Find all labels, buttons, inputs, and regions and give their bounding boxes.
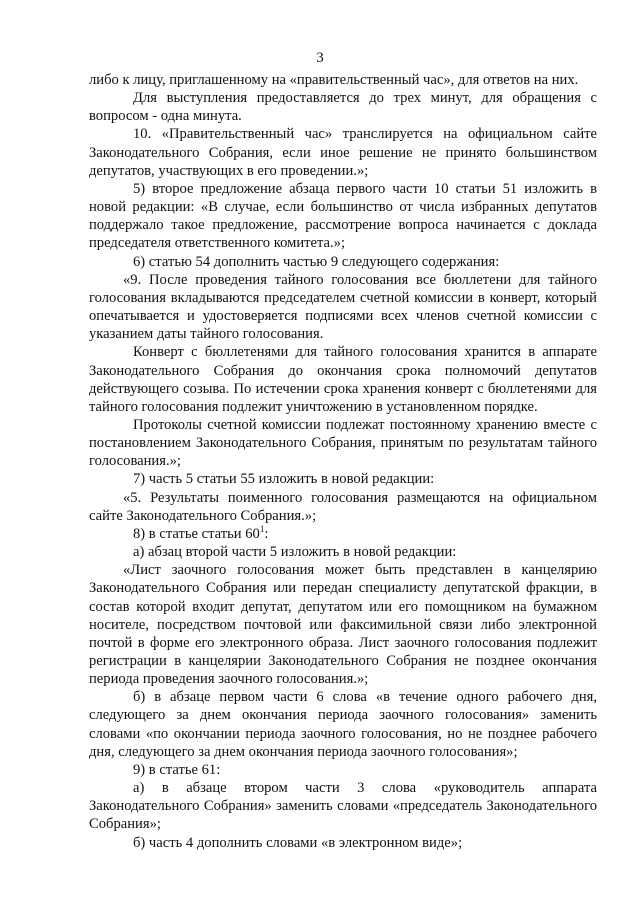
paragraph-article-61-a: а) в абзаце втором части 3 слова «руководитель аппарата Законодательного Собрания» заменить словами «председатель Законодательного Собрания»; [89,780,597,833]
paragraph-amendment-5: 5) второе предложение абзаца первого части 10 статьи 51 изложить в новой редакции: «В случае, если большинство от числа избранных депутатов поддержало такое предложение, рассмотрение вопроса начинается с доклада председателя ответственного комитета.»; [89,180,597,252]
amendment-8-tail: : [264,525,269,542]
document-body [89,71,597,852]
paragraph-article-61-b: б) часть 4 дополнить словами «в электронном виде»; [133,834,463,851]
article-superscript: 1 [259,524,265,535]
paragraph-speech-time: Для выступления предоставляется до трех минут, для обращения с вопросом - одна минута. [89,90,597,125]
paragraph-amendment-8 [89,525,597,543]
paragraph-protocols: Протоколы счетной комиссии подлежат постоянному хранению вместе с постановлением Законодательного Собрания, принятым по результатам тайного голосования.»; [89,416,597,470]
paragraph-amendment-9: 9) в статье 61: [133,761,221,778]
paragraph-ballot-envelope: Конверт с бюллетенями для тайного голосования хранится в аппарате Законодательного Собрания до окончания срока полномочий депутатов действующего созыва. По истечении срока хранения конверт с бюллетенями для тайного голосования подлежит уничтожению в установленном порядке. [89,344,597,415]
paragraph-subitem-b: б) в абзаце первом части 6 слова «в течение одного рабочего дня, следующего за днем окончания периода заочного голосования» заменить словами «по окончании периода заочного голосования, но не позднее рабочего дня, следующего за днем окончания периода заочного голосования»; [89,689,597,760]
paragraph-absentee-ballot-quote: «Лист заочного голосования может быть представлен в канцелярию Законодательного Собрания или передан специалисту депутатской фракции, в состав которой входит депутат, депутатом или его помощником на бумажном носителе, посредством почтовой или факсимильной связи либо электронной почтой в форме его электронного образа. Лист заочного голосования подлежит регистрации в канцелярии Законодательного Собрания не позднее окончания периода проведения заочного голосования.»; [89,562,597,688]
paragraph-item-10: 10. «Правительственный час» транслируется на официальном сайте Законодательного Собрания, если иное решение не принято большинством депутатов, участвующих в его проведении.»; [89,126,597,179]
paragraph-subitem-a: а) абзац второй части 5 изложить в новой редакции: [133,544,457,561]
paragraph-amendment-6: 6) статью 54 дополнить частью 9 следующего содержания: [133,253,500,270]
amendment-8-text: 8) в статье статьи 60 [133,525,260,542]
page-number: 3 [316,50,324,66]
paragraph-amendment-7: 7) часть 5 статьи 55 изложить в новой редакции: [133,471,435,488]
paragraph-item-5-quote: «5. Результаты поименного голосования размещаются на официальном сайте Законодательного Собрания.»; [89,489,597,524]
paragraph-item-9-quote: «9. После проведения тайного голосования все бюллетени для тайного голосования вкладываются председателем счетной комиссии в конверт, который опечатывается и удостоверяется подписями всех членов счетной комиссии с указанием даты тайного голосования. [89,271,597,343]
paragraph-continuation: либо к лицу, приглашенному на «правительственный час», для ответов на них. [89,72,579,88]
